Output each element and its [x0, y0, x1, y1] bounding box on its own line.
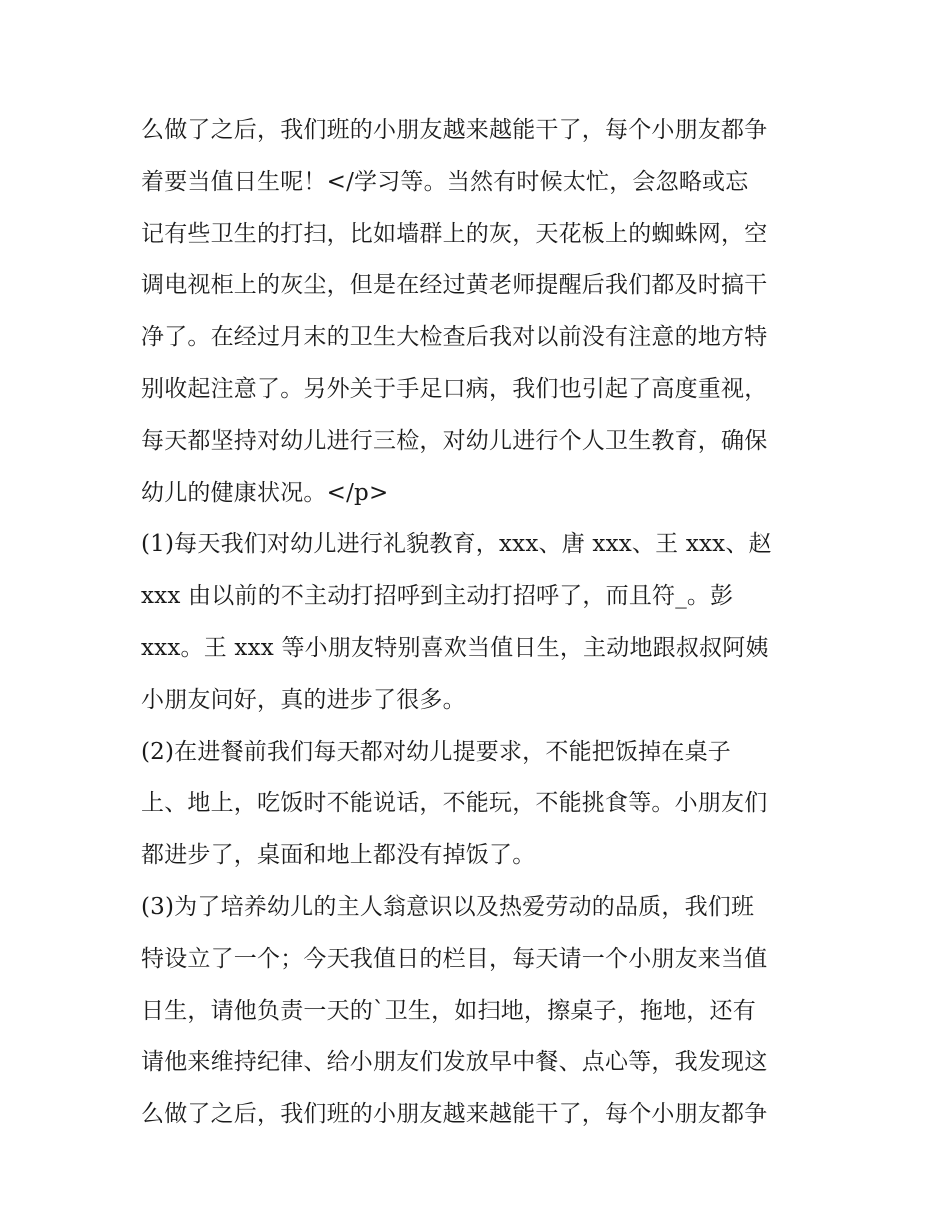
text-line: 净了。在经过月末的卫生大检查后我对以前没有注意的地方特 [141, 324, 768, 351]
text-line: 请他来维持纪律、给小朋友们发放早中餐、点心等，我发现这 [141, 1049, 768, 1076]
document-body [141, 105, 821, 1141]
text-line: 上、地上，吃饭时不能说话，不能玩，不能挑食等。小朋友们 [141, 790, 768, 817]
text-line: 记有些卫生的打扫，比如墙群上的灰，天花板上的蜘蛛网，空 [141, 220, 768, 247]
text-line: xxx 由以前的不主动打招呼到主动打招呼了，而且符_。彭 [141, 583, 734, 610]
text-line: 小朋友问好，真的进步了很多。 [141, 686, 466, 713]
text-line: (1)每天我们对幼儿进行礼貌教育，xxx、唐 xxx、王 xxx、赵 [141, 531, 772, 558]
text-line: 每天都坚持对幼儿进行三检，对幼儿进行个人卫生教育，确保 [141, 427, 768, 454]
text-line: (3)为了培养幼儿的主人翁意识以及热爱劳动的品质，我们班 [141, 893, 755, 920]
text-line: 日生，请他负责一天的`卫生，如扫地，擦桌子，拖地，还有 [141, 997, 756, 1024]
text-line: 幼儿的健康状况。</p> [141, 479, 389, 506]
text-line: 着要当值日生呢！</学习等。当然有时候太忙，会忽略或忘 [141, 168, 749, 195]
text-line: (2)在进餐前我们每天都对幼儿提要求，不能把饭掉在桌子 [141, 738, 731, 765]
text-line: 特设立了一个；今天我值日的栏目，每天请一个小朋友来当值 [141, 945, 768, 972]
text-line: 么做了之后，我们班的小朋友越来越能干了，每个小朋友都争 [141, 117, 768, 143]
text-line: xxx。王 xxx 等小朋友特别喜欢当值日生，主动地跟叔叔阿姨 [141, 634, 769, 661]
text-line: 别收起注意了。另外关于手足口病，我们也引起了高度重视， [141, 375, 768, 402]
text-line: 调电视柜上的灰尘，但是在经过黄老师提醒后我们都及时搞干 [141, 272, 768, 299]
text-line: 都进步了，桌面和地上都没有掉饭了。 [141, 842, 536, 869]
text-line: 么做了之后，我们班的小朋友越来越能干了，每个小朋友都争 [141, 1101, 768, 1128]
